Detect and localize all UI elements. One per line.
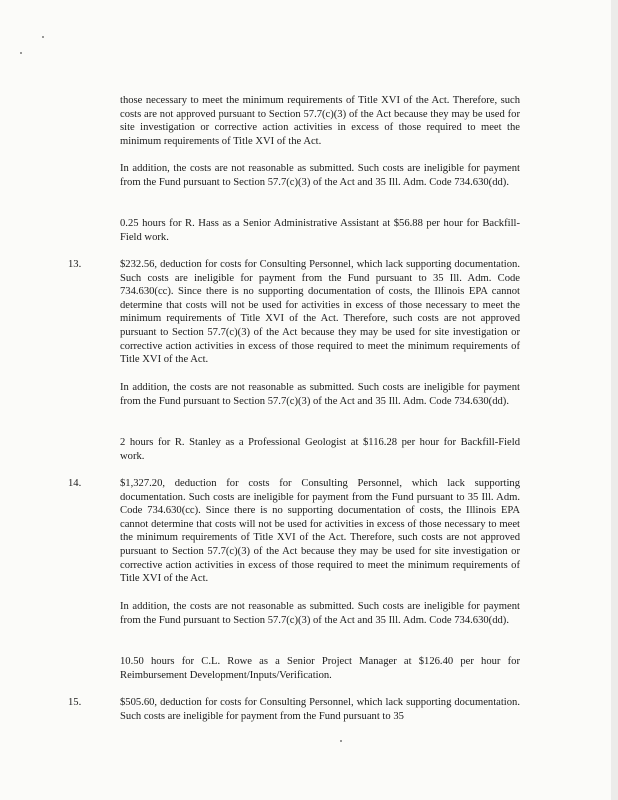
page-edge-shadow bbox=[611, 0, 618, 800]
item-detail-paragraph: 2 hours for R. Stanley as a Professional Geologist at $116.28 per hour for Backfill-Field work. bbox=[120, 437, 520, 462]
continuation-paragraph: those necessary to meet the minimum requirements of Title XVI of the Act. Therefore, such costs are not approved pursuant to Section 57.7(c)(3) of the Act because they may be used for site investigation or corrective action activities in excess of those required to meet the minimum requirements of Title XVI of the Act. bbox=[120, 95, 520, 147]
item-body-paragraph: $1,327.20, deduction for costs for Consulting Personnel, which lack supporting documentation. Such costs are ineligible for payment from the Fund pursuant to 35 Ill. Adm. Code 734.630(cc). Since there is no supporting documentation of costs, the Illinois EPA cannot determine that costs will not be used for activities in excess of those necessary to meet the minimum requirements of Title XVI of the Act. Therefore, such costs are not approved pursuant to Section 57.7(c)(3) of the Act because they may be used for site investigation or corrective action activities in excess of those required to meet the minimum requirements of Title XVI of the Act. bbox=[120, 478, 520, 585]
item-detail-paragraph: 10.50 hours for C.L. Rowe as a Senior Project Manager at $126.40 per hour for Reimbursement Development/Inputs/Verification. bbox=[120, 656, 520, 681]
continuation-reasonableness-paragraph: In addition, the costs are not reasonable as submitted. Such costs are ineligible for payment from the Fund pursuant to Section 57.7(c)(3) of the Act and 35 Ill. Adm. Code 734.630(dd). bbox=[120, 163, 520, 188]
item-number: 13. bbox=[68, 259, 82, 270]
item-number: 14. bbox=[68, 478, 82, 489]
item-number: 15. bbox=[68, 697, 82, 708]
item-body-paragraph: $232.56, deduction for costs for Consulting Personnel, which lack supporting documentation. Such costs are ineligible for payment from the Fund pursuant to 35 Ill. Adm. Code 734.630(cc). Since there is no supporting documentation of costs, the Illinois EPA cannot determine that costs will not be used for activities in excess of those necessary to meet the minimum requirements of Title XVI of the Act. Therefore, such costs are not approved pursuant to Section 57.7(c)(3) of the Act because they may be used for site investigation or corrective action activities in excess of those required to meet the minimum requirements of Title XVI of the Act. bbox=[120, 259, 520, 366]
continuation-detail-paragraph: 0.25 hours for R. Hass as a Senior Administrative Assistant at $56.88 per hour for Backfill-Field work. bbox=[120, 218, 520, 243]
scan-speck bbox=[340, 740, 342, 742]
item-body-paragraph: $505.60, deduction for costs for Consulting Personnel, which lack supporting documentation. Such costs are ineligible for payment from the Fund pursuant to 35 bbox=[120, 697, 520, 722]
item-reasonableness-paragraph: In addition, the costs are not reasonable as submitted. Such costs are ineligible for payment from the Fund pursuant to Section 57.7(c)(3) of the Act and 35 Ill. Adm. Code 734.630(dd). bbox=[120, 382, 520, 407]
scan-speck bbox=[20, 52, 22, 54]
item-reasonableness-paragraph: In addition, the costs are not reasonable as submitted. Such costs are ineligible for payment from the Fund pursuant to Section 57.7(c)(3) of the Act and 35 Ill. Adm. Code 734.630(dd). bbox=[120, 601, 520, 626]
scan-speck bbox=[42, 36, 44, 38]
